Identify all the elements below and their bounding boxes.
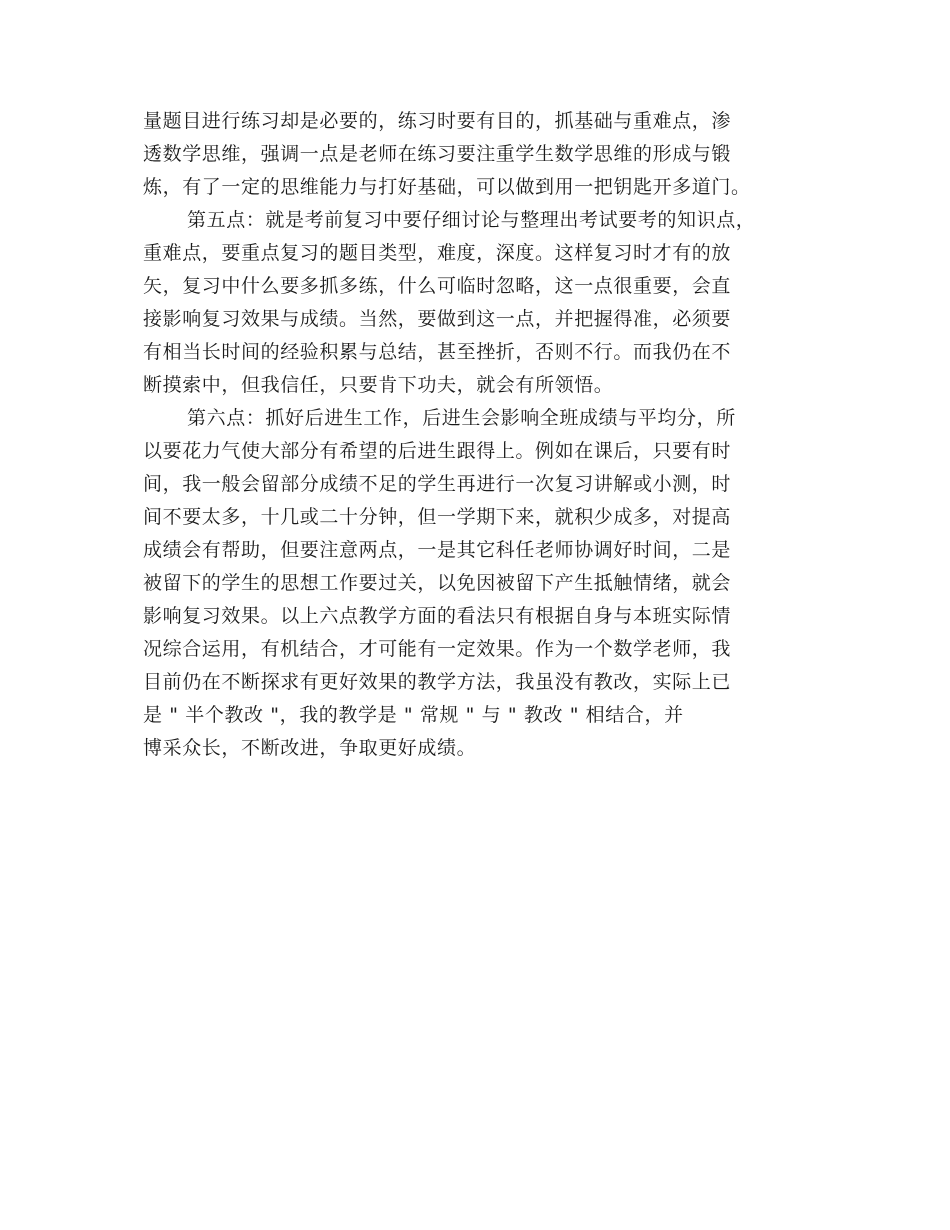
text-line: 炼，有了一定的思维能力与打好基础，可以做到用一把钥匙开多道门。: [143, 176, 751, 198]
paragraph-start-line: 第五点：就是考前复习中要仔细讨论与整理出考试要考的知识点，: [187, 209, 756, 231]
text-line: 接影响复习效果与成绩。当然，要做到这一点，并把握得准，必须要: [143, 308, 732, 330]
text-line: 以要花力气使大部分有希望的后进生跟得上。例如在课后，只要有时: [143, 440, 732, 462]
text-line: 目前仍在不断探求有更好效果的教学方法，我虽没有教改，实际上已: [143, 671, 732, 693]
paragraph-start-line: 第六点：抓好后进生工作，后进生会影响全班成绩与平均分，所: [187, 407, 736, 429]
text-line: 况综合运用，有机结合，才可能有一定效果。作为一个数学老师，我: [143, 638, 732, 660]
text-line: 被留下的学生的思想工作要过关，以免因被留下产生抵触情绪，就会: [143, 572, 732, 594]
text-line: 成绩会有帮助，但要注意两点，一是其它科任老师协调好时间，二是: [143, 539, 732, 561]
text-line: 影响复习效果。以上六点教学方面的看法只有根据自身与本班实际情: [143, 605, 732, 627]
text-line: 间，我一般会留部分成绩不足的学生再进行一次复习讲解或小测，时: [143, 473, 732, 495]
text-line: 博采众长，不断改进，争取更好成绩。: [143, 737, 477, 759]
body-text: [143, 105, 803, 765]
text-line: 量题目进行练习却是必要的，练习时要有目的，抓基础与重难点，渗: [143, 110, 732, 132]
text-line: 是 " 半个教改 "，我的教学是 " 常规 " 与 " 教改 " 相结合，并: [143, 704, 684, 726]
text-line: 透数学思维，强调一点是老师在练习要注重学生数学思维的形成与锻: [143, 143, 732, 165]
text-line: 矢，复习中什么要多抓多练，什么可临时忽略，这一点很重要，会直: [143, 275, 732, 297]
text-line: 有相当长时间的经验积累与总结，甚至挫折，否则不行。而我仍在不: [143, 341, 732, 363]
text-line: 重难点，要重点复习的题目类型，难度，深度。这样复习时才有的放: [143, 242, 732, 264]
text-line: 断摸索中，但我信任，只要肯下功夫，就会有所领悟。: [143, 374, 614, 396]
text-line: 间不要太多，十几或二十分钟，但一学期下来，就积少成多，对提高: [143, 506, 732, 528]
